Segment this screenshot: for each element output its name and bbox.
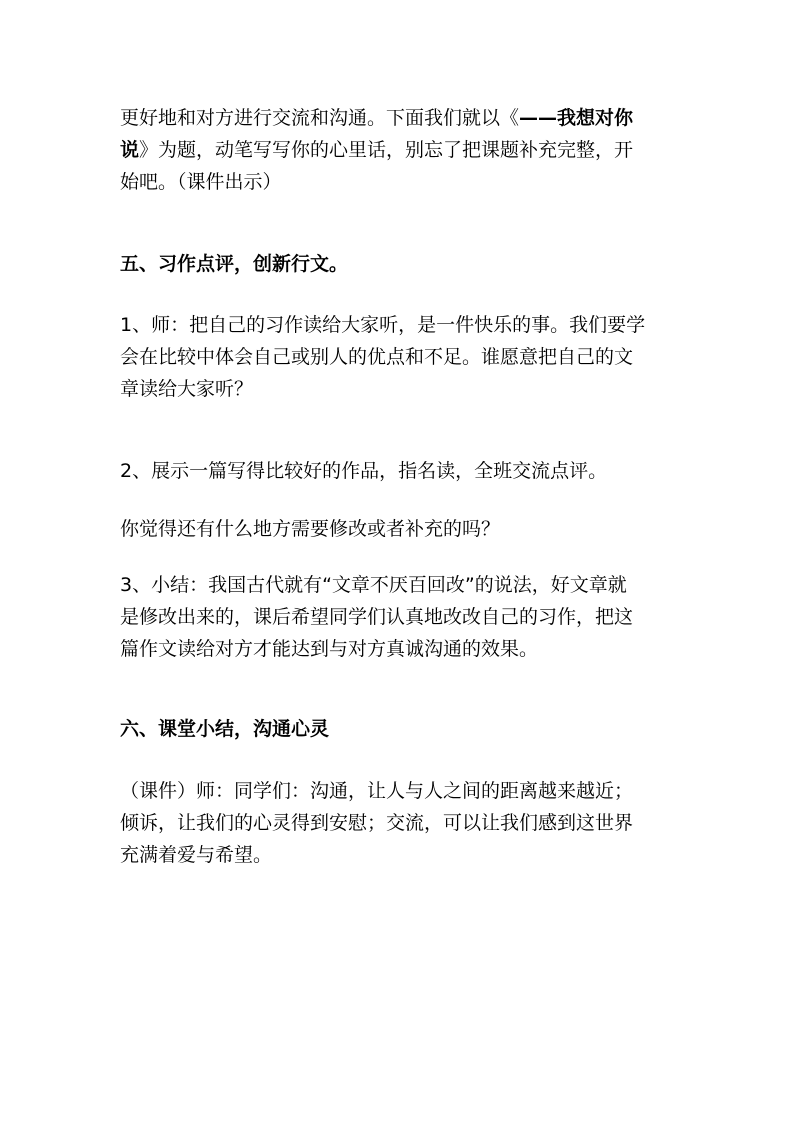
paragraph-3 bbox=[120, 569, 680, 665]
paragraph-3-line-3: 篇作文读给对方才能达到与对方真诚沟通的效果。 bbox=[120, 638, 539, 660]
paragraph-1-line-1: 1、师：把自己的习作读给大家听，是一件快乐的事。我们要学 bbox=[120, 314, 646, 336]
paragraph-4 bbox=[120, 775, 680, 871]
paragraph-4-line-1: （课件）师：同学们：沟通，让人与人之间的距离越来越近； bbox=[120, 780, 634, 802]
paragraph-1 bbox=[120, 309, 680, 405]
paragraph-1-line-2: 会在比较中体会自己或别人的优点和不足。谁愿意把自己的文 bbox=[120, 346, 634, 368]
paragraph-2: 2、展示一篇写得比较好的作品，指名读，全班交流点评。 bbox=[120, 460, 608, 482]
paragraph-2-followup: 你觉得还有什么地方需要修改或者补充的吗？ bbox=[120, 518, 501, 540]
intro-line-3: 始吧。（课件出示） bbox=[120, 171, 282, 193]
essay-title-bold: ——我想对你 bbox=[519, 107, 634, 129]
intro-line-2: 说》为题，动笔写写你的心里话，别忘了把课题补充完整，开 bbox=[120, 139, 634, 161]
paragraph-3-line-1: 3、小结：我国古代就有“文章不厌百回改”的说法，好文章就 bbox=[120, 574, 627, 596]
paragraph-4-line-3: 充满着爱与希望。 bbox=[120, 844, 273, 866]
paragraph-3-line-2: 是修改出来的，课后希望同学们认真地改改自己的习作，把这 bbox=[120, 606, 634, 628]
intro-paragraph bbox=[120, 102, 680, 198]
section-heading-5: 五、习作点评，创新行文。 bbox=[120, 253, 349, 275]
paragraph-4-line-2: 倾诉，让我们的心灵得到安慰；交流，可以让我们感到这世界 bbox=[120, 812, 634, 834]
intro-line-1: 更好地和对方进行交流和沟通。下面我们就以《——我想对你 bbox=[120, 107, 634, 129]
paragraph-1-line-3: 章读给大家听？ bbox=[120, 378, 254, 400]
essay-title-bold-end: 说 bbox=[120, 139, 140, 161]
section-heading-6: 六、课堂小结，沟通心灵 bbox=[120, 718, 330, 740]
